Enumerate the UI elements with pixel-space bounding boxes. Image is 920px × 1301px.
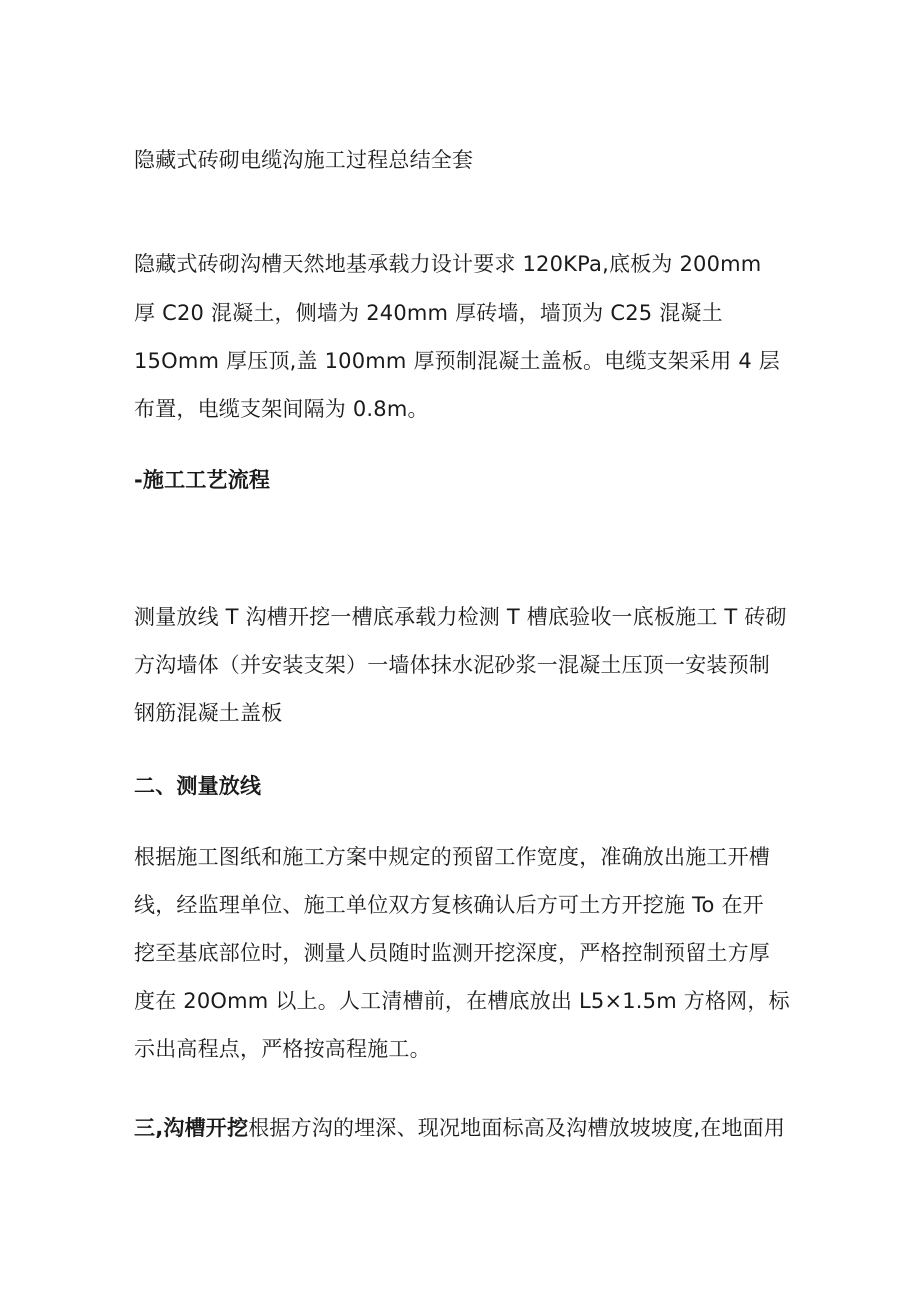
intro-line-3: 15Omm 厚压顶,盖 100mm 厚预制混凝土盖板。电缆支架采用 4 层 [134, 349, 780, 373]
document-title: 隐藏式砖砌电缆沟施工过程总结全套 [134, 148, 474, 172]
survey-line-2: 线，经监理单位、施工单位双方复核确认后方可土方开挖施 To 在开 [134, 893, 764, 917]
survey-line-3: 挖至基底部位时，测量人员随时监测开挖深度，严格控制预留土方厚 [134, 941, 770, 965]
intro-line-2: 厚 C20 混凝土，侧墙为 240mm 厚砖墙，墙顶为 C25 混凝土 [134, 301, 723, 325]
survey-line-5: 示出高程点，严格按高程施工。 [134, 1037, 431, 1061]
survey-line-1: 根据施工图纸和施工方案中规定的预留工作宽度，准确放出施工开槽 [134, 845, 770, 869]
section-heading-process-flow: -施工工艺流程 [134, 468, 271, 492]
flow-line-3: 钢筋混凝土盖板 [134, 701, 283, 725]
flow-line-1: 测量放线 T 沟槽开挖一槽底承载力检测 T 槽底验收一底板施工 T 砖砌 [134, 605, 787, 629]
section-heading-survey: 二、测量放线 [134, 774, 262, 798]
survey-line-4: 度在 20Omm 以上。人工清槽前，在槽底放出 L5×1.5m 方格网，标 [134, 989, 790, 1013]
section-3-paragraph [134, 1113, 785, 1143]
section-heading-trench-excavation: 三,沟槽开挖 [134, 1116, 249, 1140]
section-3-text: 根据方沟的埋深、现况地面标高及沟槽放坡坡度,在地面用 [248, 1116, 786, 1140]
intro-line-4: 布置，电缆支架间隔为 0.8m。 [134, 397, 429, 421]
intro-line-1: 隐藏式砖砌沟槽天然地基承载力设计要求 120KPa,底板为 200mm [134, 252, 762, 276]
flow-line-2: 方沟墙体（并安装支架）一墙体抹水泥砂浆一混凝土压顶一安装预制 [134, 653, 770, 677]
